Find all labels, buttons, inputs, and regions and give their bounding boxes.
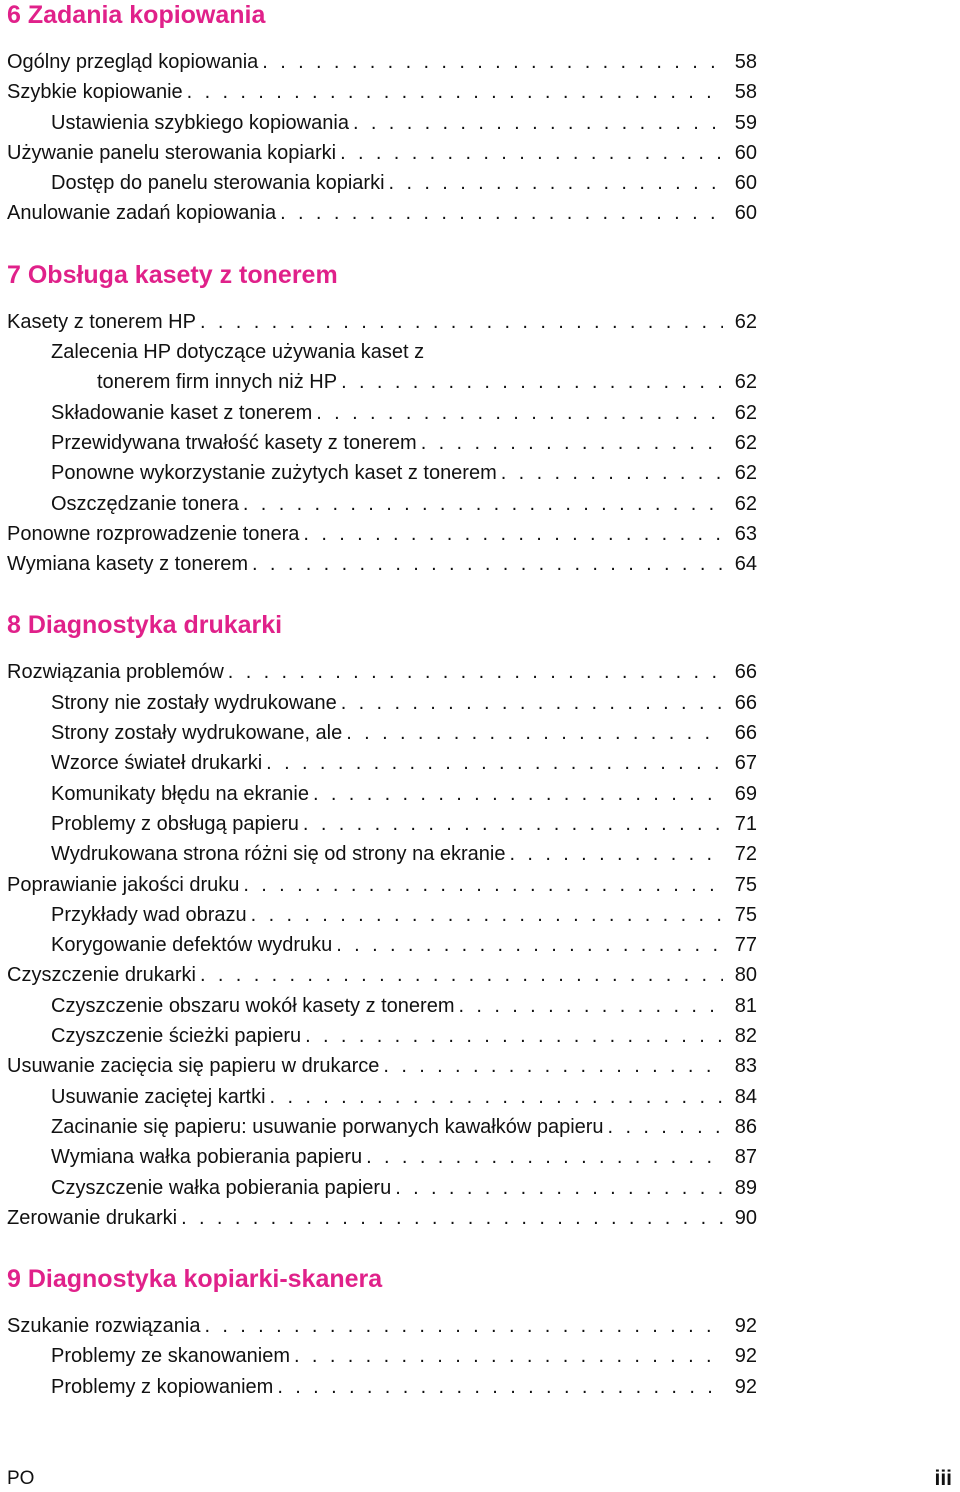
toc-entry-label: Ponowne wykorzystanie zużytych kaset z tonerem xyxy=(51,462,497,485)
toc-entry[interactable] xyxy=(7,47,757,77)
toc-entry-page: 62 xyxy=(734,310,757,333)
toc-entry-label: Problemy z kopiowaniem xyxy=(51,1375,274,1398)
toc-entry-label: Strony nie zostały wydrukowane xyxy=(51,691,337,714)
toc-entry[interactable] xyxy=(7,1372,757,1402)
dot-leader xyxy=(316,398,723,428)
dot-leader xyxy=(421,428,723,458)
toc-entry[interactable] xyxy=(7,1173,757,1203)
toc-entry[interactable] xyxy=(7,458,757,488)
dot-leader xyxy=(243,870,723,900)
toc-entry-page: 62 xyxy=(734,431,757,454)
toc-entry-page: 81 xyxy=(734,994,757,1017)
toc-entry-page: 67 xyxy=(734,752,757,775)
toc-entry[interactable] xyxy=(7,748,757,778)
chapter-title[interactable]: 8 Diagnostyka drukarki xyxy=(7,611,283,640)
dot-leader xyxy=(340,138,723,168)
toc-entry-page: 69 xyxy=(734,782,757,805)
dot-leader xyxy=(294,1341,723,1371)
dot-leader xyxy=(341,688,723,718)
toc-entry[interactable] xyxy=(7,809,757,839)
toc-entry-label: Usuwanie zacięcia się papieru w drukarce xyxy=(7,1055,380,1078)
toc-entry[interactable] xyxy=(7,718,757,748)
chapter-title[interactable]: 6 Zadania kopiowania xyxy=(7,1,266,29)
toc-entry-page: 75 xyxy=(734,903,757,926)
toc-entry-label: Ponowne rozprowadzenie tonera xyxy=(7,522,300,545)
toc-entry[interactable] xyxy=(7,108,757,138)
toc-entry-page: 82 xyxy=(734,1025,757,1048)
chapter-7 xyxy=(7,260,757,580)
toc-entry-page: 62 xyxy=(734,492,757,515)
toc-entry-label: Wzorce świateł drukarki xyxy=(51,752,263,775)
toc-entry[interactable] xyxy=(7,960,757,990)
toc-entry[interactable] xyxy=(7,1112,757,1142)
toc-entry[interactable] xyxy=(7,1203,757,1233)
chapter-title[interactable]: 9 Diagnostyka kopiarki-skanera xyxy=(7,1265,383,1294)
toc-entry-page: 62 xyxy=(734,462,757,485)
toc-entry-label: Problemy ze skanowaniem xyxy=(51,1345,290,1368)
dot-leader xyxy=(200,960,723,990)
toc-entry-label: Czyszczenie ścieżki papieru xyxy=(51,1025,302,1048)
dot-leader xyxy=(303,519,723,549)
dot-leader xyxy=(366,1142,723,1172)
toc-entry-page: 92 xyxy=(734,1375,757,1398)
table-of-contents xyxy=(7,0,757,1402)
toc-entry-page: 92 xyxy=(734,1345,757,1368)
toc-entry[interactable] xyxy=(7,1082,757,1112)
dot-leader xyxy=(251,900,723,930)
toc-entry-label: Zalecenia HP dotyczące używania kaset z xyxy=(51,341,425,364)
toc-entry[interactable] xyxy=(7,489,757,519)
dot-leader xyxy=(200,307,723,337)
dot-leader xyxy=(228,657,723,687)
toc-entry-label: Anulowanie zadań kopiowania xyxy=(7,202,277,225)
toc-entry-label: Wymiana wałka pobierania papieru xyxy=(51,1146,363,1169)
toc-entry[interactable] xyxy=(7,779,757,809)
dot-leader xyxy=(277,1372,723,1402)
dot-leader xyxy=(252,549,723,579)
toc-entry-page: 60 xyxy=(734,141,757,164)
toc-entry[interactable] xyxy=(7,1051,757,1081)
toc-entry-label: Oszczędzanie tonera xyxy=(51,492,239,515)
toc-entry-page: 83 xyxy=(734,1055,757,1078)
toc-entry-label: Komunikaty błędu na ekranie xyxy=(51,782,309,805)
toc-entry-label: Problemy z obsługą papieru xyxy=(51,812,299,835)
toc-entry-label: Przewidywana trwałość kasety z tonerem xyxy=(51,431,417,454)
toc-entry[interactable] xyxy=(7,168,757,198)
toc-entry[interactable] xyxy=(7,337,757,367)
toc-entry-label: Składowanie kaset z tonerem xyxy=(51,401,313,424)
toc-entry[interactable] xyxy=(7,549,757,579)
dot-leader xyxy=(305,1021,723,1051)
toc-entry[interactable] xyxy=(7,1142,757,1172)
dot-leader xyxy=(389,168,723,198)
toc-entry-label: Czyszczenie drukarki xyxy=(7,964,196,987)
dot-leader xyxy=(243,489,723,519)
toc-entry-page: 90 xyxy=(734,1206,757,1229)
toc-entry-page: 58 xyxy=(734,81,757,104)
toc-entry-page: 80 xyxy=(734,964,757,987)
toc-entry-label: Rozwiązania problemów xyxy=(7,661,224,684)
toc-entry-label: Ustawienia szybkiego kopiowania xyxy=(51,111,349,134)
dot-leader xyxy=(187,77,723,107)
toc-entry-page: 72 xyxy=(734,843,757,866)
toc-entry-page: 60 xyxy=(734,172,757,195)
toc-entry-page: 66 xyxy=(734,661,757,684)
dot-leader xyxy=(262,47,723,77)
toc-entry-label: Usuwanie zaciętej kartki xyxy=(51,1085,266,1108)
dot-leader xyxy=(266,748,723,778)
dot-leader xyxy=(395,1173,723,1203)
toc-entry-page: 64 xyxy=(734,553,757,576)
dot-leader xyxy=(341,367,723,397)
chapter-6 xyxy=(7,0,757,229)
dot-leader xyxy=(336,930,723,960)
toc-entry-page: 75 xyxy=(734,873,757,896)
toc-entry-page: 62 xyxy=(734,371,757,394)
toc-entry-label: Szybkie kopiowanie xyxy=(7,81,183,104)
toc-entry-label: Zerowanie drukarki xyxy=(7,1206,178,1229)
toc-entry-page: 63 xyxy=(734,522,757,545)
footer-language-code: PO xyxy=(7,1468,35,1489)
toc-entry-page: 87 xyxy=(734,1146,757,1169)
dot-leader xyxy=(353,108,723,138)
dot-leader xyxy=(303,809,723,839)
toc-entry[interactable] xyxy=(7,367,757,397)
toc-entry[interactable] xyxy=(7,77,757,107)
toc-entry[interactable] xyxy=(7,657,757,687)
toc-entry[interactable] xyxy=(7,870,757,900)
toc-entry-label: Czyszczenie wałka pobierania papieru xyxy=(51,1176,392,1199)
dot-leader xyxy=(608,1112,723,1142)
toc-entry[interactable] xyxy=(7,1021,757,1051)
toc-entry-label: Ogólny przegląd kopiowania xyxy=(7,51,259,73)
dot-leader xyxy=(204,1311,723,1341)
dot-leader xyxy=(383,1051,723,1081)
dot-leader xyxy=(181,1203,723,1233)
dot-leader xyxy=(510,839,724,869)
toc-entry[interactable] xyxy=(7,138,757,168)
toc-entry[interactable] xyxy=(7,519,757,549)
toc-entry[interactable] xyxy=(7,991,757,1021)
toc-entry[interactable] xyxy=(7,398,757,428)
toc-entry[interactable] xyxy=(7,688,757,718)
toc-entry-label: Wymiana kasety z tonerem xyxy=(7,553,249,576)
toc-entry-label: Przykłady wad obrazu xyxy=(51,903,247,926)
toc-entry-page: 71 xyxy=(734,812,757,835)
toc-entry[interactable] xyxy=(7,307,757,337)
dot-leader xyxy=(459,991,724,1021)
toc-entry[interactable] xyxy=(7,900,757,930)
toc-entry-label: Wydrukowana strona różni się od strony na ekranie xyxy=(51,843,506,866)
toc-entry-label: Korygowanie defektów wydruku xyxy=(51,934,333,957)
toc-entry-page: 62 xyxy=(734,401,757,424)
toc-entry[interactable] xyxy=(7,198,757,228)
dot-leader xyxy=(313,779,723,809)
toc-entry-page: 92 xyxy=(734,1315,757,1338)
toc-entry[interactable] xyxy=(7,428,757,458)
toc-entry-label: Używanie panelu sterowania kopiarki xyxy=(7,141,337,164)
toc-entry-page: 58 xyxy=(734,51,757,73)
toc-entry[interactable] xyxy=(7,839,757,869)
toc-entry-label: Zacinanie się papieru: usuwanie porwanych kawałków papieru xyxy=(51,1115,604,1138)
dot-leader xyxy=(270,1082,723,1112)
dot-leader xyxy=(346,718,723,748)
toc-entry-page: 60 xyxy=(734,202,757,225)
toc-entry-label: tonerem firm innych niż HP xyxy=(97,371,338,394)
toc-entry-page: 66 xyxy=(734,722,757,745)
toc-entry-page: 89 xyxy=(734,1176,757,1199)
toc-entry-label: Kasety z tonerem HP xyxy=(7,310,196,333)
toc-entry-page: 84 xyxy=(734,1085,757,1108)
dot-leader xyxy=(501,458,723,488)
chapter-title[interactable]: 7 Obsługa kasety z tonerem xyxy=(7,260,338,289)
toc-entry-label: Szukanie rozwiązania xyxy=(7,1315,201,1338)
toc-entry-page: 86 xyxy=(734,1115,757,1138)
toc-entry[interactable] xyxy=(7,930,757,960)
toc-entry-label: Czyszczenie obszaru wokół kasety z tonerem xyxy=(51,994,455,1017)
footer-page-number: iii xyxy=(934,1467,952,1490)
chapter-8 xyxy=(7,610,757,1233)
toc-entry-page: 77 xyxy=(734,934,757,957)
toc-entry-label: Poprawianie jakości druku xyxy=(7,873,240,896)
dot-leader xyxy=(280,198,723,228)
toc-entry-label: Strony zostały wydrukowane, ale xyxy=(51,722,343,745)
toc-entry-label: Dostęp do panelu sterowania kopiarki xyxy=(51,172,385,195)
toc-entry-page: 66 xyxy=(734,691,757,714)
toc-entry[interactable] xyxy=(7,1311,757,1341)
toc-entry[interactable] xyxy=(7,1341,757,1371)
toc-entry-page: 59 xyxy=(734,111,757,134)
chapter-9 xyxy=(7,1264,757,1402)
